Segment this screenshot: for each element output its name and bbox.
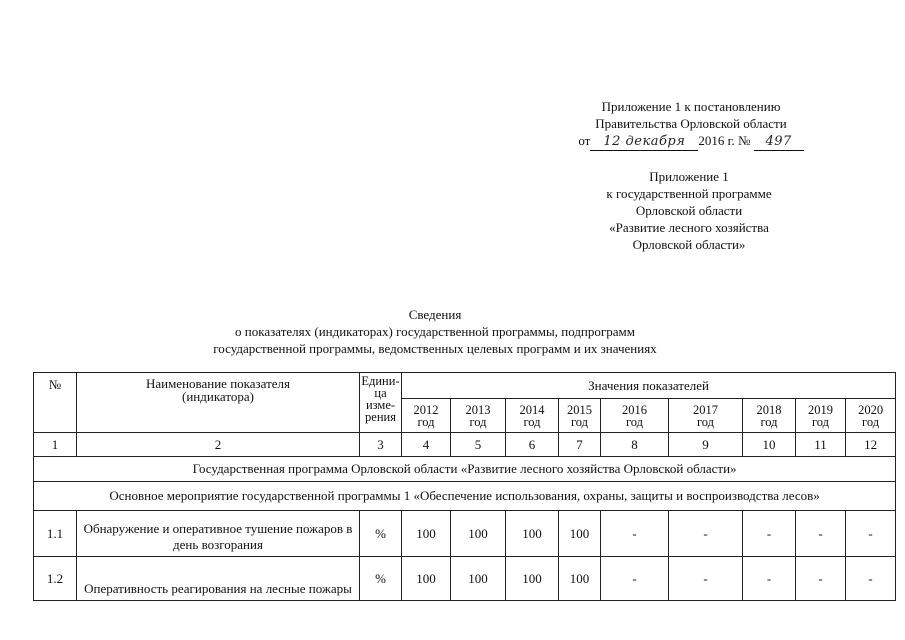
- header-year: 2014 год: [506, 399, 559, 433]
- column-number: 11: [796, 433, 846, 457]
- handwritten-date: 12 декабря: [590, 133, 698, 151]
- row-value: 100: [559, 557, 601, 601]
- row-value: -: [669, 511, 743, 557]
- column-number: 5: [451, 433, 506, 457]
- row-value: 100: [506, 557, 559, 601]
- document-title: [120, 306, 750, 357]
- column-number: 9: [669, 433, 743, 457]
- title-line1: Сведения: [408, 307, 462, 322]
- row-value: -: [601, 511, 669, 557]
- row-value: -: [796, 511, 846, 557]
- header-year: 2020 год: [846, 399, 896, 433]
- header-year: 2019 год: [796, 399, 846, 433]
- measure-title: Основное мероприятие государственной программы 1 «Обеспечение использования, охраны, защиты и воспроизводства лесов»: [34, 482, 896, 511]
- column-number: 2: [77, 433, 360, 457]
- row-value: 100: [451, 557, 506, 601]
- table-row: [34, 511, 896, 557]
- header-unit: Едини-ца изме-рения: [360, 373, 402, 433]
- row-unit: %: [360, 511, 402, 557]
- row-value: -: [846, 511, 896, 557]
- header-year: 2016 год: [601, 399, 669, 433]
- appendix-decree-date-line: [572, 132, 810, 151]
- appendix-program-line2: к государственной программе: [606, 186, 772, 201]
- header-name: Наименование показателя (индикатора): [77, 373, 360, 433]
- row-value: -: [743, 511, 796, 557]
- column-number: 4: [402, 433, 451, 457]
- appendix-program-line5: Орловской области»: [632, 237, 746, 252]
- row-value: 100: [559, 511, 601, 557]
- header-year: 2018 год: [743, 399, 796, 433]
- column-number: 10: [743, 433, 796, 457]
- row-number: 1.1: [34, 511, 77, 557]
- appendix-program-line4: «Развитие лесного хозяйства: [609, 220, 769, 235]
- title-line2: о показателях (индикаторах) государственной программы, подпрограмм: [235, 324, 635, 339]
- row-unit: %: [360, 557, 402, 601]
- row-value: 100: [402, 557, 451, 601]
- row-indicator-name: Оперативность реагирования на лесные пожары: [77, 557, 360, 601]
- header-year: 2015 год: [559, 399, 601, 433]
- appendix-decree-line1: Приложение 1 к постановлению: [601, 99, 781, 114]
- header-year: 2017 год: [669, 399, 743, 433]
- row-value: 100: [402, 511, 451, 557]
- program-title: Государственная программа Орловской области «Развитие лесного хозяйства Орловской области»: [34, 457, 896, 482]
- column-number: 7: [559, 433, 601, 457]
- appendix-program-line3: Орловской области: [635, 203, 743, 218]
- column-number: 6: [506, 433, 559, 457]
- row-value: -: [743, 557, 796, 601]
- header-year: 2012 год: [402, 399, 451, 433]
- row-value: -: [846, 557, 896, 601]
- row-indicator-name: Обнаружение и оперативное тушение пожаров в день возгорания: [77, 511, 360, 557]
- row-value: -: [669, 557, 743, 601]
- row-value: -: [601, 557, 669, 601]
- column-number: 12: [846, 433, 896, 457]
- program-row: [34, 457, 896, 482]
- column-numbers-row: [34, 433, 896, 457]
- header-num: №: [34, 373, 77, 433]
- appendix-program-line1: Приложение 1: [649, 169, 729, 184]
- appendix-decree-block: [572, 98, 810, 151]
- header-year: 2013 год: [451, 399, 506, 433]
- row-value: -: [796, 557, 846, 601]
- year-text: 2016 г. №: [698, 133, 751, 148]
- column-number: 1: [34, 433, 77, 457]
- header-row-1: [34, 373, 896, 399]
- column-number: 3: [360, 433, 402, 457]
- measure-row: [34, 482, 896, 511]
- table-row: [34, 557, 896, 601]
- row-number: 1.2: [34, 557, 77, 601]
- date-prefix: от: [578, 133, 591, 148]
- appendix-program-block: [578, 168, 800, 253]
- header-values: Значения показателей: [402, 373, 896, 399]
- column-number: 8: [601, 433, 669, 457]
- appendix-decree-line2: Правительства Орловской области: [595, 116, 787, 131]
- handwritten-number: 497: [754, 133, 804, 151]
- row-value: 100: [451, 511, 506, 557]
- row-value: 100: [506, 511, 559, 557]
- title-line3: государственной программы, ведомственных целевых программ и их значениях: [213, 341, 657, 356]
- indicators-table: [33, 372, 896, 601]
